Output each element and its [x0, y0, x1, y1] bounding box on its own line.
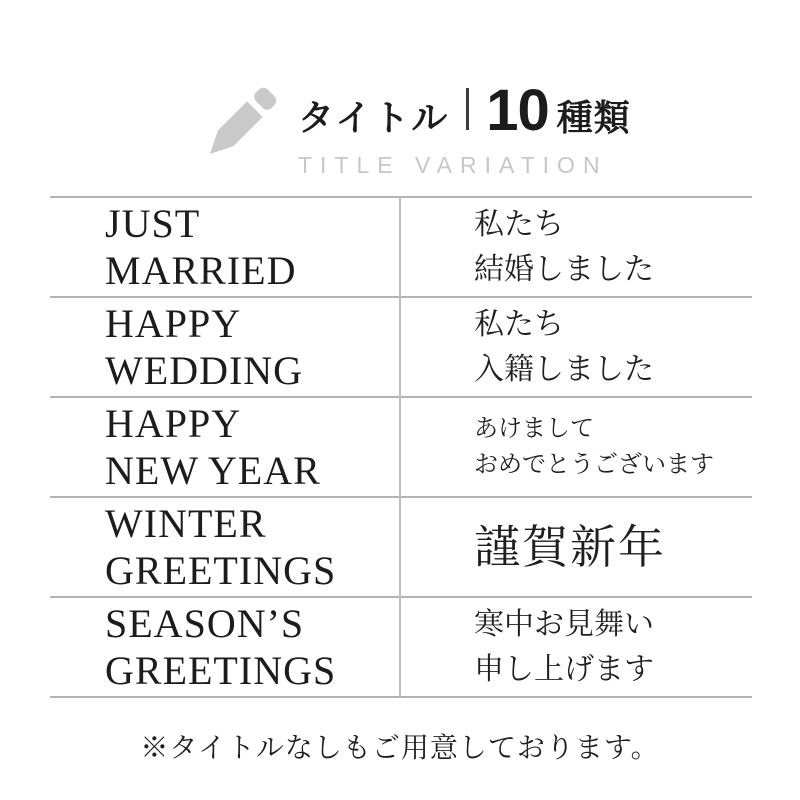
pencil-icon	[190, 78, 282, 178]
table-row	[50, 196, 752, 296]
title-english	[50, 298, 399, 396]
title-japanese	[399, 398, 752, 496]
table-rows	[50, 196, 752, 698]
title-japanese-line: 私たち	[474, 308, 564, 341]
title-japanese-line: 結婚しました	[474, 253, 654, 286]
table-row	[50, 596, 752, 698]
title-english-line: GREETINGS	[105, 548, 337, 593]
title-variation-table	[50, 196, 752, 698]
title-japanese	[399, 298, 752, 396]
title-english	[50, 198, 399, 296]
title-english-line: GREETINGS	[105, 648, 337, 693]
title-english-line: WINTER	[105, 501, 267, 546]
header-title-line	[298, 78, 631, 143]
title-english-line: JUST	[105, 201, 201, 246]
title-japanese	[399, 498, 752, 596]
title-english	[50, 498, 399, 596]
table-row	[50, 496, 752, 596]
variation-count: 10	[486, 78, 549, 143]
table-row	[50, 396, 752, 496]
title-japanese-line: 入籍しました	[474, 353, 654, 386]
title-english-line: NEW YEAR	[105, 448, 321, 493]
title-japanese-line: 寒中お見舞い	[474, 608, 654, 641]
header-title-japanese: タイトル	[298, 97, 450, 138]
title-japanese	[399, 598, 752, 696]
table-row	[50, 296, 752, 396]
title-english-line: HAPPY	[105, 301, 242, 346]
title-japanese-line: 私たち	[474, 208, 564, 241]
title-japanese-line: おめでとうございます	[474, 452, 714, 478]
variation-count-unit: 種類	[556, 97, 631, 138]
title-english-line: SEASON’S	[105, 601, 305, 646]
title-japanese-line: あけまして	[474, 416, 594, 442]
title-separator-bar	[466, 88, 469, 130]
title-english-line: MARRIED	[105, 248, 297, 293]
title-english-line: HAPPY	[105, 401, 242, 446]
header-text	[298, 78, 631, 179]
title-english-line: WEDDING	[105, 348, 304, 393]
title-english	[50, 398, 399, 496]
title-japanese	[399, 198, 752, 296]
title-english	[50, 598, 399, 696]
title-japanese-line: 謹賀新年	[474, 521, 666, 573]
column-divider	[399, 196, 401, 698]
header-subtitle-english: TITLE VARIATION	[298, 152, 608, 178]
title-japanese-line: 申し上げます	[474, 653, 654, 686]
footer-note: ※タイトルなしもご用意しております。	[140, 732, 660, 763]
header	[190, 78, 631, 179]
